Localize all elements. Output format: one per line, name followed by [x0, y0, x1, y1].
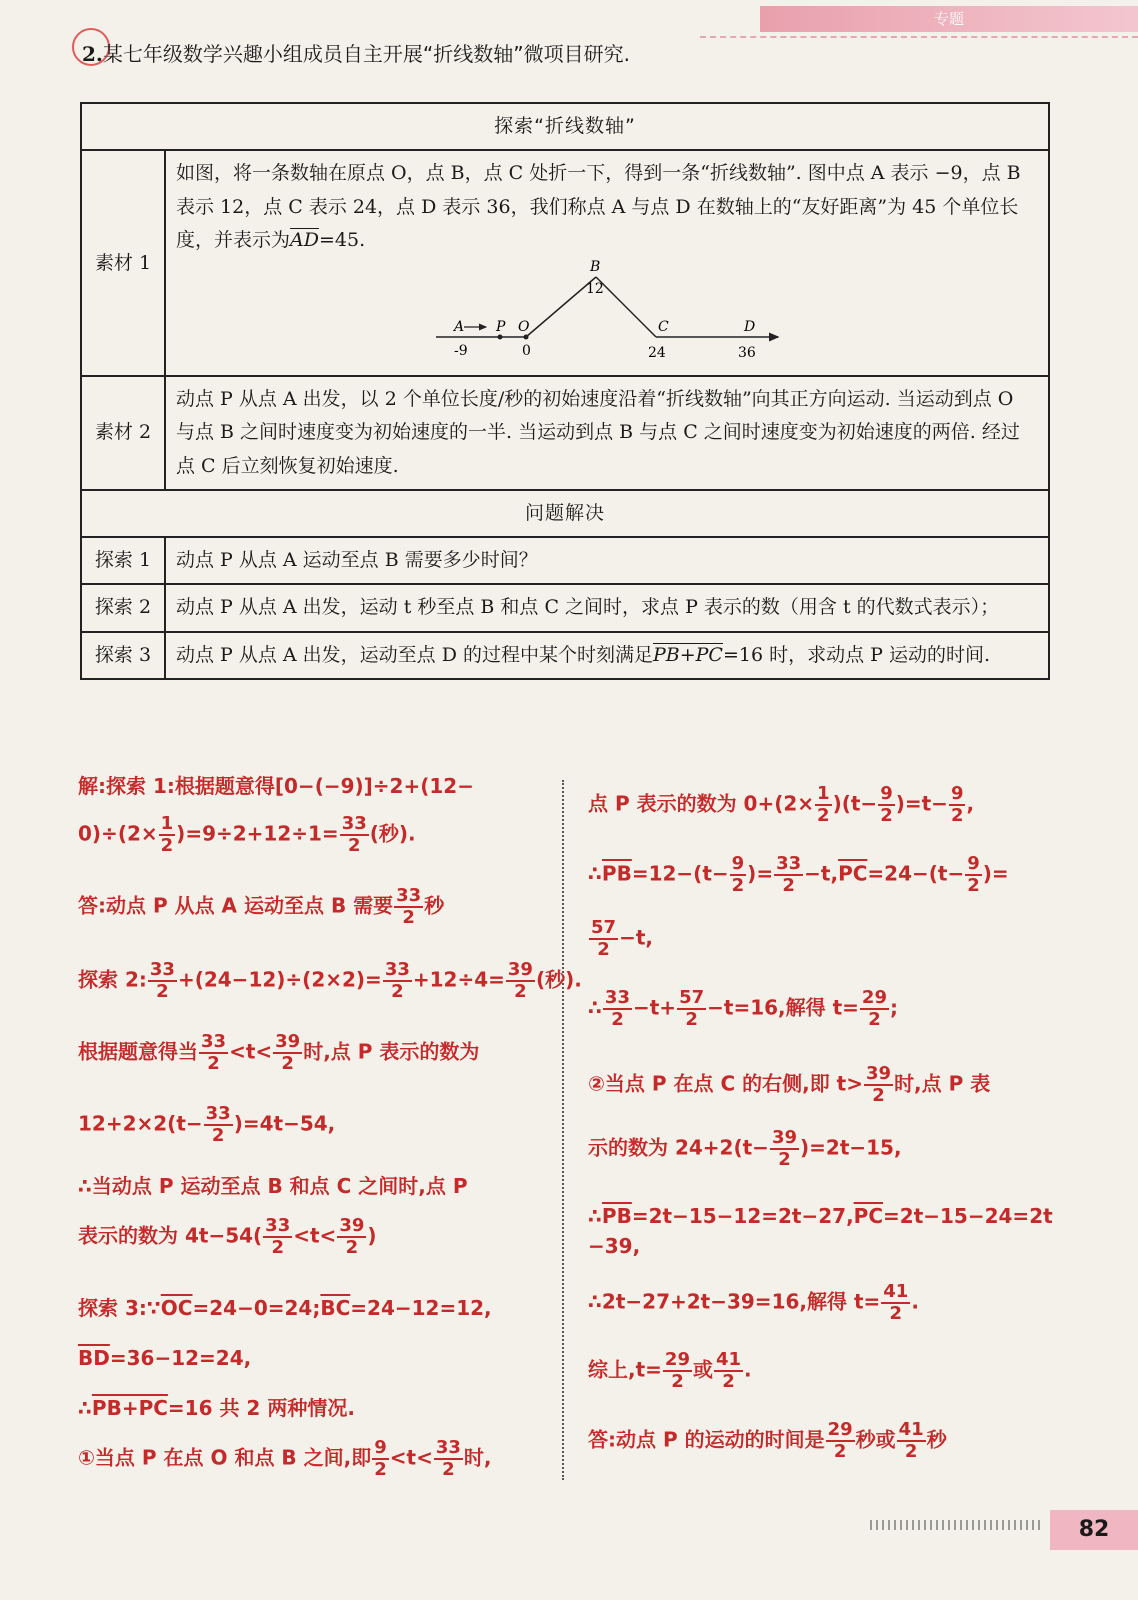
fraction: $\frac{1}{2}$	[817, 783, 830, 826]
fraction: $\frac{9}{2}$	[967, 853, 980, 896]
case1-value: 点 P 表示的数为 0+(2× $\frac{1}{2}$ )(t− $\frac{9}{2}$ )=t− $\frac{9}{2}$ ,	[588, 783, 975, 826]
value-a: -9	[454, 343, 468, 359]
explore3-label: 探索 3	[81, 632, 165, 679]
page-edge-marks	[870, 1520, 1040, 1530]
section-band: 专题	[760, 6, 1138, 32]
explore1-text: 动点 P 从点 A 运动至点 B 需要多少时间？	[165, 537, 1049, 584]
label-o: O	[518, 319, 530, 335]
explore3-cases: ∴PB+PC=16 共 2 两种情况.	[78, 1396, 355, 1420]
fraction: $\frac{41}{2}$	[715, 1349, 742, 1392]
fraction: $\frac{39}{2}$	[339, 1215, 365, 1258]
problem-table	[80, 102, 1050, 680]
fraction: $\frac{39}{2}$	[866, 1063, 892, 1106]
label-c: C	[658, 319, 669, 335]
fraction: $\frac{33}{2}$	[384, 959, 410, 1002]
pb-pc-notation: PB+PC	[652, 643, 723, 666]
case2-value: 示的数为 24+2(t− $\frac{39}{2}$ )=2t−15,	[588, 1127, 902, 1170]
label-b: B	[590, 259, 601, 275]
folded-number-line-diagram	[426, 259, 786, 369]
fraction: $\frac{33}{2}$	[265, 1215, 291, 1258]
fraction: $\frac{39}{2}$	[275, 1031, 301, 1074]
sol-line-1: 解:探索 1:根据题意得[0−(−9)]÷2+(12−	[78, 774, 474, 798]
fraction: $\frac{1}{2}$	[160, 813, 174, 856]
explore3-text-a: 动点 P 从点 A 出发，运动至点 D 的过程中某个时刻满足	[176, 643, 653, 666]
fraction: $\frac{33}{2}$	[201, 1031, 227, 1074]
fraction: $\frac{33}{2}$	[341, 813, 367, 856]
case1-pb-pc: $\therefore\overline{PB}=12-(t-$ $\frac{9}{2}$ )= $\frac{33}{2}$ $-t,\overline{PC}=24-(t-$ $\frac{9}{2}$ )=	[588, 853, 1009, 896]
fraction: $\frac{39}{2}$	[507, 959, 533, 1002]
material1-label: 素材 1	[81, 150, 165, 376]
material2-text: 动点 P 从点 A 出发，以 2 个单位长度/秒的初始速度沿着“折线数轴”向其正方向运动. 当运动到点 O 与点 B 之间时速度变为初始速度的一半. 当运动到点 B 与点 C 之间时速度变为初始速度的两倍. 经过点 C 后立刻恢复初始速度.	[165, 376, 1049, 490]
fraction: $\frac{57}{2}$	[591, 917, 617, 960]
fraction: $\frac{33}{2}$	[435, 1437, 461, 1480]
explore3-text-b: =16 时，求动点 P 运动的时间.	[722, 643, 991, 666]
case1-pc-tail: $\frac{57}{2}$ −t,	[591, 917, 653, 960]
fraction: $\frac{9}{2}$	[950, 783, 964, 826]
explore3-lengths: 探索 $3:\because\overline{OC}=24-0=24;\overline{BC}=24-12=12$,	[78, 1296, 492, 1320]
explore2-conclusion: ∴当动点 P 运动至点 B 和点 C 之间时,点 P	[78, 1174, 468, 1198]
material2-label: 素材 2	[81, 376, 165, 490]
material1-text: 如图，将一条数轴在原点 O，点 B，点 C 处折一下，得到一条“折线数轴”. 图中点 A 表示 −9，点 B 表示 12，点 C 表示 24，点 D 表示 36，我们称点 A 与点 D 在数轴上的“友好距离”为 45 个单位长度，并表示为	[176, 162, 1021, 251]
explore2-label: 探索 2	[81, 584, 165, 631]
value-c: 24	[648, 345, 666, 361]
fraction: $\frac{33}{2}$	[205, 1103, 231, 1146]
explore2-text: 动点 P 从点 A 出发，运动 t 秒至点 B 和点 C 之间时，求点 P 表示的数（用含 t 的代数式表示）；	[165, 584, 1049, 631]
point-o-dot	[524, 335, 529, 340]
page-number: 82	[1050, 1510, 1138, 1550]
material1-content	[165, 150, 1049, 376]
axis-bc-segment	[596, 277, 656, 337]
case2-pb-pc: $\therefore\overline{PB}=2t-15-12=2t-27,\overline{PC}=2t-15-24=2t$	[588, 1204, 1053, 1228]
label-p: P	[496, 319, 506, 335]
material1-suffix: =45.	[318, 228, 366, 251]
sol-line-2: 0)÷(2× $\frac{1}{2}$ )=9÷2+12÷1= $\frac{33}{2}$ (秒).	[78, 813, 416, 856]
explore2-expression: 12+2×2(t− $\frac{33}{2}$ )=4t−54,	[78, 1103, 336, 1146]
fraction: $\frac{29}{2}$	[827, 1419, 853, 1462]
column-divider	[562, 780, 564, 1480]
explore1-label: 探索 1	[81, 537, 165, 584]
answer-1: 答:动点 P 从点 A 运动至点 B 需要 $\frac{33}{2}$ 秒	[78, 885, 445, 928]
table-title: 探索“折线数轴”	[81, 103, 1049, 150]
fraction: $\frac{29}{2}$	[664, 1349, 690, 1392]
case2-equation: ∴2t−27+2t−39=16,解得 t= $\frac{41}{2}$ .	[588, 1281, 919, 1324]
explore2-range: 根据题意得当 $\frac{33}{2}$ <t< $\frac{39}{2}$ 时,点 P 表示的数为	[78, 1031, 480, 1074]
explore2-solution: 探索 2: $\frac{33}{2}$ +(24−12)÷(2×2)= $\frac{33}{2}$ +12÷4= $\frac{39}{2}$ (秒).	[78, 959, 582, 1002]
header-divider	[700, 36, 1138, 38]
fraction: $\frac{57}{2}$	[679, 987, 705, 1030]
fraction: $\frac{33}{2}$	[776, 853, 802, 896]
value-b: 12	[586, 281, 604, 297]
point-p-dot	[498, 335, 503, 340]
table-subtitle: 问题解决	[81, 490, 1049, 537]
explore2-result: 表示的数为 4t−54( $\frac{33}{2}$ <t< $\frac{39}{2}$ )	[78, 1215, 377, 1258]
explore3-content	[165, 632, 1049, 679]
fraction: $\frac{41}{2}$	[898, 1419, 924, 1462]
value-d: 36	[738, 345, 756, 361]
question-intro	[82, 38, 630, 67]
case1-condition: ①当点 P 在点 O 和点 B 之间,即 $\frac{9}{2}$ <t< $\frac{33}{2}$ 时,	[78, 1437, 492, 1480]
ad-notation: $\overline{AD}$	[290, 228, 319, 251]
fraction: $\frac{9}{2}$	[880, 783, 893, 826]
fraction: $\frac{29}{2}$	[861, 987, 887, 1030]
case2-pc-tail: −39,	[588, 1234, 641, 1258]
label-a: A	[454, 319, 465, 335]
label-d: D	[744, 319, 756, 335]
fraction: $\frac{9}{2}$	[374, 1437, 387, 1480]
fraction: $\frac{9}{2}$	[731, 853, 745, 896]
final-answer: 答:动点 P 的运动的时间是 $\frac{29}{2}$ 秒或 $\frac{41}{2}$ 秒	[588, 1419, 947, 1462]
question-intro-text: 某七年级数学兴趣小组成员自主开展“折线数轴”微项目研究.	[102, 42, 630, 66]
fraction: $\frac{33}{2}$	[604, 987, 630, 1030]
fraction: $\frac{39}{2}$	[771, 1127, 797, 1170]
summary: 综上,t= $\frac{29}{2}$ 或 $\frac{41}{2}$ .	[588, 1349, 752, 1392]
fraction: $\frac{33}{2}$	[396, 885, 422, 928]
value-o: 0	[522, 343, 531, 359]
fraction: $\frac{41}{2}$	[883, 1281, 909, 1324]
fraction: $\frac{33}{2}$	[149, 959, 175, 1002]
case1-equation: ∴ $\frac{33}{2}$ −t+ $\frac{57}{2}$ −t=16,解得 t= $\frac{29}{2}$ ;	[588, 987, 898, 1030]
explore3-bd: $\overline{BD}=36-12=24$,	[78, 1346, 252, 1370]
case2-condition: ②当点 P 在点 C 的右侧,即 t> $\frac{39}{2}$ 时,点 P 表	[588, 1063, 991, 1106]
question-number: 2.	[82, 42, 103, 66]
